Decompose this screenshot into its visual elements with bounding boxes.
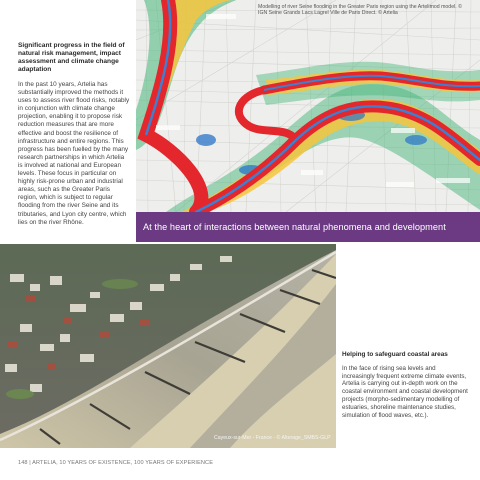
- map-caption: Modelling of river Seine flooding in the Greater Paris region using the Artelimod model. © IGN Seine Grands Lacs Lagrel Ville de Paris Direct. © Artelia: [258, 4, 462, 17]
- intro-body: In the past 10 years, Artelia has substantially improved the methods it uses to assess river flood risks, notably in conjunction with climate change projection, enabling it to propose risk reduction measures that are more effective and boost the resilience of infrastructure and entire regions. This progress has been fuelled by the many research partnerships in which Artelia is involved at national and European levels. These focus in particular on highly risk-prone urban and industrial areas, such as the Greater Paris region, which is subject to regular flooding from the river Seine and its tributaries, and Lyon city centre, which lies on the river Rhône.: [18, 81, 130, 226]
- coastal-body: In the face of rising sea levels and increasingly frequent extreme climate events, Artelia is carrying out in-depth work on the coastal environment and coastal development projects (morpho-sedimentary modelling of estuaries, shoreline maintenance studies, simulation of flood waves, etc.).: [342, 364, 468, 419]
- coastal-heading: Helping to safeguard coastal areas: [342, 351, 448, 358]
- intro-text-block: [18, 42, 130, 227]
- photo-credit: Cayeux-sur-Mer - France - © Alterage_SMBS-GLP: [214, 435, 331, 441]
- section-banner: [136, 212, 480, 242]
- coastal-text-block: [342, 351, 468, 419]
- banner-title: At the heart of interactions between natural phenomena and development: [143, 222, 446, 232]
- flood-map-image: [136, 0, 480, 212]
- coastal-aerial-photo: [0, 244, 336, 448]
- page-footer: 148 | ARTELIA, 10 YEARS OF EXISTENCE, 100 YEARS OF EXPERIENCE: [18, 460, 214, 466]
- intro-heading: Significant progress in the field of natural risk management, impact assessment and climate change adaptation: [18, 42, 125, 73]
